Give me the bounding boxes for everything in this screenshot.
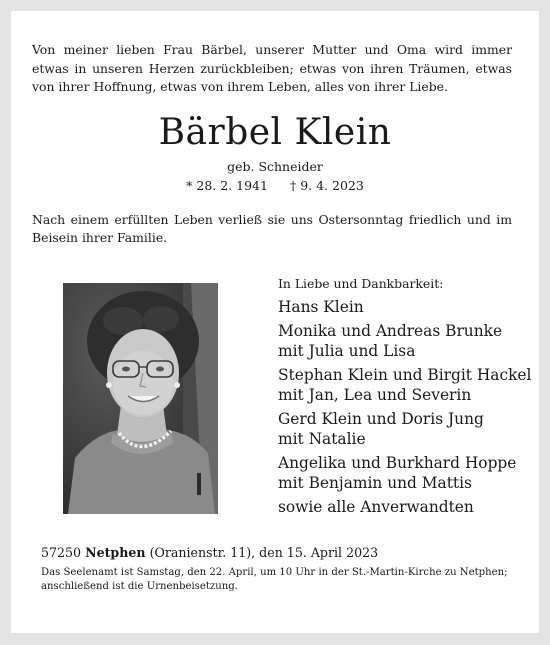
mourner-line: mit Julia und Lisa	[278, 342, 416, 360]
mourner-line: mit Jan, Lea und Severin	[278, 386, 472, 404]
mourner-line: sowie alle Anverwandten	[278, 498, 474, 516]
intro-line: von ihrer Hoffnung, etwas von ihrem Leben, alles von ihrer Liebe.	[32, 79, 448, 94]
intro-line: Von meiner lieben Frau Bärbel, unserer Mutter und Oma wird immer	[32, 42, 512, 57]
mourner-entry	[278, 321, 528, 361]
passing-line: Nach einem erfüllten Leben verließ sie uns Ostersonntag friedlich und im	[32, 212, 512, 227]
postcode: 57250	[41, 545, 82, 560]
passing-line: Beisein ihrer Familie.	[32, 230, 168, 245]
service-notice	[41, 566, 521, 593]
mourner-line: Angelika und Burkhard Hoppe	[278, 454, 517, 472]
portrait-illustration	[63, 283, 218, 514]
mourner-entry	[278, 409, 528, 449]
place-and-date	[41, 545, 521, 561]
passing-notice	[32, 211, 512, 247]
intro-line: etwas in unseren Herzen zurückbleiben; etwas von ihren Träumen, etwas	[32, 60, 512, 76]
mourners-list	[278, 276, 532, 521]
mourner-line: Gerd Klein und Doris Jung	[278, 410, 484, 428]
mourner-line: Stephan Klein und Birgit Hackel	[278, 366, 532, 384]
portrait-photo	[63, 283, 218, 514]
mourner-line: Monika und Andreas Brunke	[278, 322, 503, 340]
mourner-entry	[278, 365, 532, 405]
mourner-entry	[278, 497, 528, 517]
service-line: anschließend ist die Urnenbeisetzung.	[41, 580, 238, 592]
death-date: † 9. 4. 2023	[289, 178, 364, 193]
mourner-line: mit Natalie	[278, 430, 366, 448]
intro-verse	[32, 41, 512, 97]
mourner-entry	[278, 297, 528, 317]
town-name: Netphen	[85, 545, 146, 560]
mourner-line: mit Benjamin und Mattis	[278, 474, 472, 492]
mourners-heading: In Liebe und Dankbarkeit:	[278, 276, 444, 291]
birth-date: * 28. 2. 1941	[186, 178, 268, 193]
mourner-line: Hans Klein	[278, 298, 364, 316]
life-dates	[0, 178, 550, 194]
deceased-name: Bärbel Klein	[158, 112, 392, 153]
birth-name: geb. Schneider	[227, 159, 323, 174]
address-and-date: (Oranienstr. 11), den 15. April 2023	[149, 545, 379, 560]
service-line: Das Seelenamt ist Samstag, den 22. April, um 10 Uhr in der St.-Martin-Kirche zu Netphen;	[41, 567, 508, 578]
mourner-entry	[278, 453, 528, 493]
